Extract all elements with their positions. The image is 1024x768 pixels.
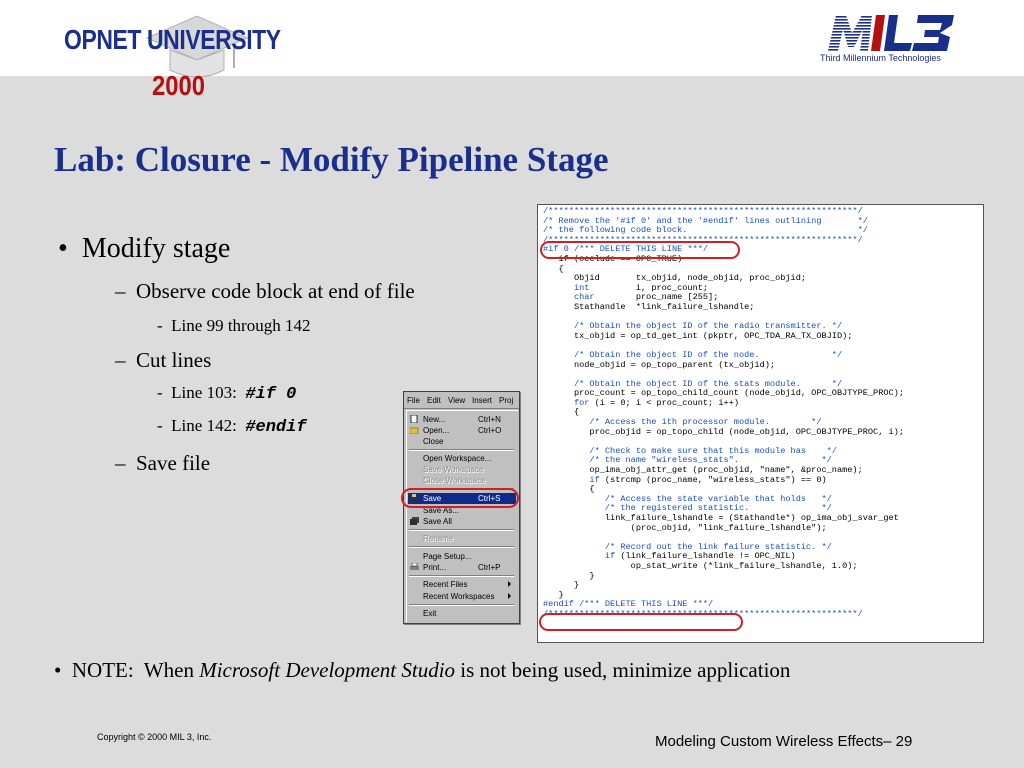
- note-app-name: Microsoft Development Studio: [199, 658, 456, 682]
- mil3-logo: [826, 13, 958, 53]
- bullet-text: Cut lines: [136, 348, 212, 372]
- code-line: /* Obtain the object ID of the stats module. */: [543, 378, 843, 389]
- bullet-modify-stage: • Modify stage: [58, 233, 231, 264]
- code-keyword: char: [573, 292, 595, 303]
- code-line: /************************************************************/: [543, 234, 863, 245]
- menu-view[interactable]: View: [448, 396, 466, 405]
- code-line: [543, 475, 589, 485]
- menu-item-new[interactable]: [408, 414, 516, 425]
- folder-open-icon: [410, 426, 419, 434]
- code-line: op_ima_obj_attr_get (proc_objid, "name", &proc_name);: [543, 465, 863, 476]
- code-line: [543, 398, 574, 408]
- code-line: (proc_objid, "link_failure_lshandle");: [543, 522, 827, 533]
- menu-item-exit[interactable]: [408, 608, 516, 619]
- code-keyword: if: [604, 551, 616, 562]
- copyright: Copyright © 2000 MIL 3, Inc.: [97, 732, 212, 742]
- code-line: /************************************************************/: [543, 206, 863, 216]
- menu-item-label: Rename: [423, 534, 454, 543]
- file-menu-dropdown: [406, 410, 518, 622]
- code-line: node_objid = op_topo_parent (tx_objid);: [543, 359, 776, 370]
- code-line: link_failure_lshandle = (Stathandle*) op_ima_obj_svar_get: [543, 513, 899, 523]
- code-line: (strcmp (proc_name, "wireless_stats") == 0): [599, 474, 827, 485]
- bullet-line-103: - Line 103: #if 0: [157, 383, 297, 404]
- printer-icon: [410, 563, 419, 571]
- bullet-line-range: - Line 99 through 142: [157, 316, 311, 335]
- brand-year: 2000: [152, 70, 205, 101]
- code-keyword: if: [589, 474, 600, 485]
- code-line: tx_objid = op_td_get_int (pkptr, OPC_TDA_RA_TX_OBJID);: [543, 330, 853, 341]
- code-line: #endif: [543, 599, 580, 610]
- bullet-observe: – Observe code block at end of file: [115, 279, 415, 303]
- menu-separator: [409, 575, 514, 577]
- code-line: (link_failure_lshandle != OPC_NIL): [615, 551, 796, 562]
- code-line: /************************************************************/: [543, 608, 863, 619]
- bullet-save-file: – Save file: [115, 451, 211, 475]
- menu-item-label: Close Workspace: [423, 476, 486, 485]
- menu-item-rename: [408, 533, 516, 544]
- note-text: is not being used, minimize application: [455, 658, 791, 682]
- menu-item-open-workspace[interactable]: [408, 453, 516, 464]
- submenu-arrow-icon: [508, 581, 511, 587]
- save-all-icon: [410, 517, 419, 525]
- menu-item-label: Close: [423, 437, 444, 446]
- menu-item-shortcut: Ctrl+S: [478, 494, 501, 503]
- menu-item-shortcut: Ctrl+P: [478, 563, 501, 572]
- code-line: {: [543, 407, 580, 418]
- menu-insert[interactable]: Insert: [472, 396, 493, 405]
- submenu-arrow-icon: [508, 593, 511, 599]
- menu-separator: [409, 529, 514, 531]
- bullet-text: Line 99 through 142: [171, 316, 311, 335]
- code-line: }: [543, 570, 595, 581]
- menu-item-label: Page Setup...: [423, 552, 472, 561]
- code-line: #if 0: [543, 244, 574, 255]
- menu-item-recent-workspaces[interactable]: [408, 591, 516, 602]
- code-line: /* Record out the link failure statistic. */: [543, 541, 832, 552]
- code-line: (i = 0; i < proc_count; i++): [589, 397, 739, 408]
- highlight-save-oval: [401, 488, 519, 508]
- code-line: /* Obtain the object ID of the radio transmitter. */: [543, 321, 843, 332]
- code-comment: /*** DELETE THIS LINE ***/: [579, 599, 714, 610]
- bullet-cut-lines: – Cut lines: [115, 348, 212, 372]
- menu-item-label: Open...: [423, 426, 450, 435]
- logo-tagline: Third Millennium Technologies: [820, 53, 941, 63]
- menu-item-label: Recent Files: [423, 580, 468, 589]
- code-line: }: [543, 589, 564, 600]
- menu-item-page-setup[interactable]: [408, 551, 516, 562]
- menu-item-label: Save: [423, 494, 442, 503]
- menu-item-close[interactable]: [408, 436, 516, 447]
- code-line: op_stat_write (*link_failure_lshandle, 1.0);: [543, 560, 858, 571]
- code-line: }: [543, 580, 580, 591]
- bullet-text: Line 142:: [171, 416, 246, 435]
- code-text: [543, 207, 904, 620]
- code-line: /* Access the ith processor module. */: [543, 417, 822, 428]
- menu-item-print[interactable]: [408, 562, 516, 573]
- menu-project[interactable]: Proj: [499, 396, 514, 405]
- menu-item-open[interactable]: [408, 425, 516, 436]
- code-line: /* Remove the '#if 0' and the '#endif' lines outlining */: [543, 215, 868, 226]
- menu-item-close-workspace: [408, 475, 516, 486]
- code-keyword: for: [573, 397, 590, 408]
- bullet-line-142: - Line 142: #endif: [157, 416, 307, 437]
- menu-item-recent-files[interactable]: [408, 579, 516, 590]
- code-line: {: [543, 263, 564, 274]
- code-snippet: #endif: [245, 418, 307, 437]
- menu-item-save-all[interactable]: [408, 516, 516, 527]
- menu-item-label: Exit: [423, 609, 437, 618]
- bullet-text: Save file: [136, 451, 211, 475]
- menu-item-label: Save Workspace: [423, 465, 484, 474]
- menu-separator: [409, 449, 514, 451]
- code-line: [543, 551, 605, 561]
- code-comment: /*** DELETE THIS LINE ***/: [573, 244, 709, 255]
- new-file-icon: [410, 415, 419, 423]
- code-line: [543, 292, 574, 302]
- menu-item-shortcut: Ctrl+N: [478, 415, 501, 424]
- menu-item-save-workspace: [408, 464, 516, 475]
- brand-name: OPNET UNIVERSITY: [64, 24, 281, 55]
- menu-item-label: Save All: [423, 517, 452, 526]
- code-line: [543, 283, 574, 293]
- menu-item-label: New...: [423, 415, 446, 424]
- menu-item-label: Open Workspace...: [423, 454, 492, 463]
- slide-title: Lab: Closure - Modify Pipeline Stage: [54, 140, 609, 179]
- code-line: {: [543, 484, 595, 495]
- code-line: proc_count = op_topo_child_count (node_objid, OPC_OBJTYPE_PROC);: [543, 388, 904, 399]
- code-keyword: int: [573, 282, 590, 293]
- menu-edit[interactable]: Edit: [427, 396, 441, 405]
- menu-bar: [404, 392, 519, 409]
- highlight-endif-oval: [539, 613, 743, 631]
- bullet-text: Modify stage: [81, 233, 231, 264]
- code-line: /* Check to make sure that this module has */: [543, 445, 837, 456]
- code-line: /* the following code block. */: [543, 225, 868, 236]
- code-snippet: #if 0: [245, 385, 297, 404]
- bullet-text: Observe code block at end of file: [136, 279, 415, 303]
- course-page-label: Modeling Custom Wireless Effects– 29: [655, 733, 913, 750]
- bullet-text: Line 103:: [171, 383, 246, 402]
- code-line: i, proc_count;: [589, 282, 709, 293]
- menu-item-label: Recent Workspaces: [423, 592, 495, 601]
- menu-separator: [409, 604, 514, 606]
- code-line: /* Obtain the object ID of the node. */: [543, 349, 843, 360]
- code-line: Objid tx_objid, node_objid, proc_objid;: [543, 273, 807, 284]
- note-text: NOTE: When: [71, 658, 200, 682]
- menu-item-shortcut: Ctrl+O: [478, 426, 502, 435]
- highlight-if0-oval: [540, 241, 740, 259]
- code-listing-screenshot: [537, 204, 984, 643]
- slide-header: [0, 0, 1024, 101]
- code-line: proc_objid = op_topo_child (node_objid, OPC_OBJTYPE_PROC, i);: [543, 426, 904, 437]
- code-line: /* the registered statistic. */: [543, 503, 832, 514]
- menu-separator: [409, 546, 514, 548]
- note-bullet: • NOTE: When Microsoft Development Studio is not being used, minimize application: [54, 658, 791, 682]
- code-line: /* Access the state variable that holds */: [543, 493, 832, 504]
- code-line: if (occlude == OPC_TRUE): [543, 253, 683, 264]
- code-line: proc_name [255];: [594, 292, 719, 303]
- code-line: Stathandle *link_failure_lshandle;: [543, 301, 755, 312]
- code-line: /* the name "wireless_stats". */: [543, 455, 832, 466]
- menu-item-label: Save As...: [423, 506, 460, 515]
- menu-file[interactable]: File: [407, 396, 420, 405]
- menu-item-label: Print...: [423, 563, 447, 572]
